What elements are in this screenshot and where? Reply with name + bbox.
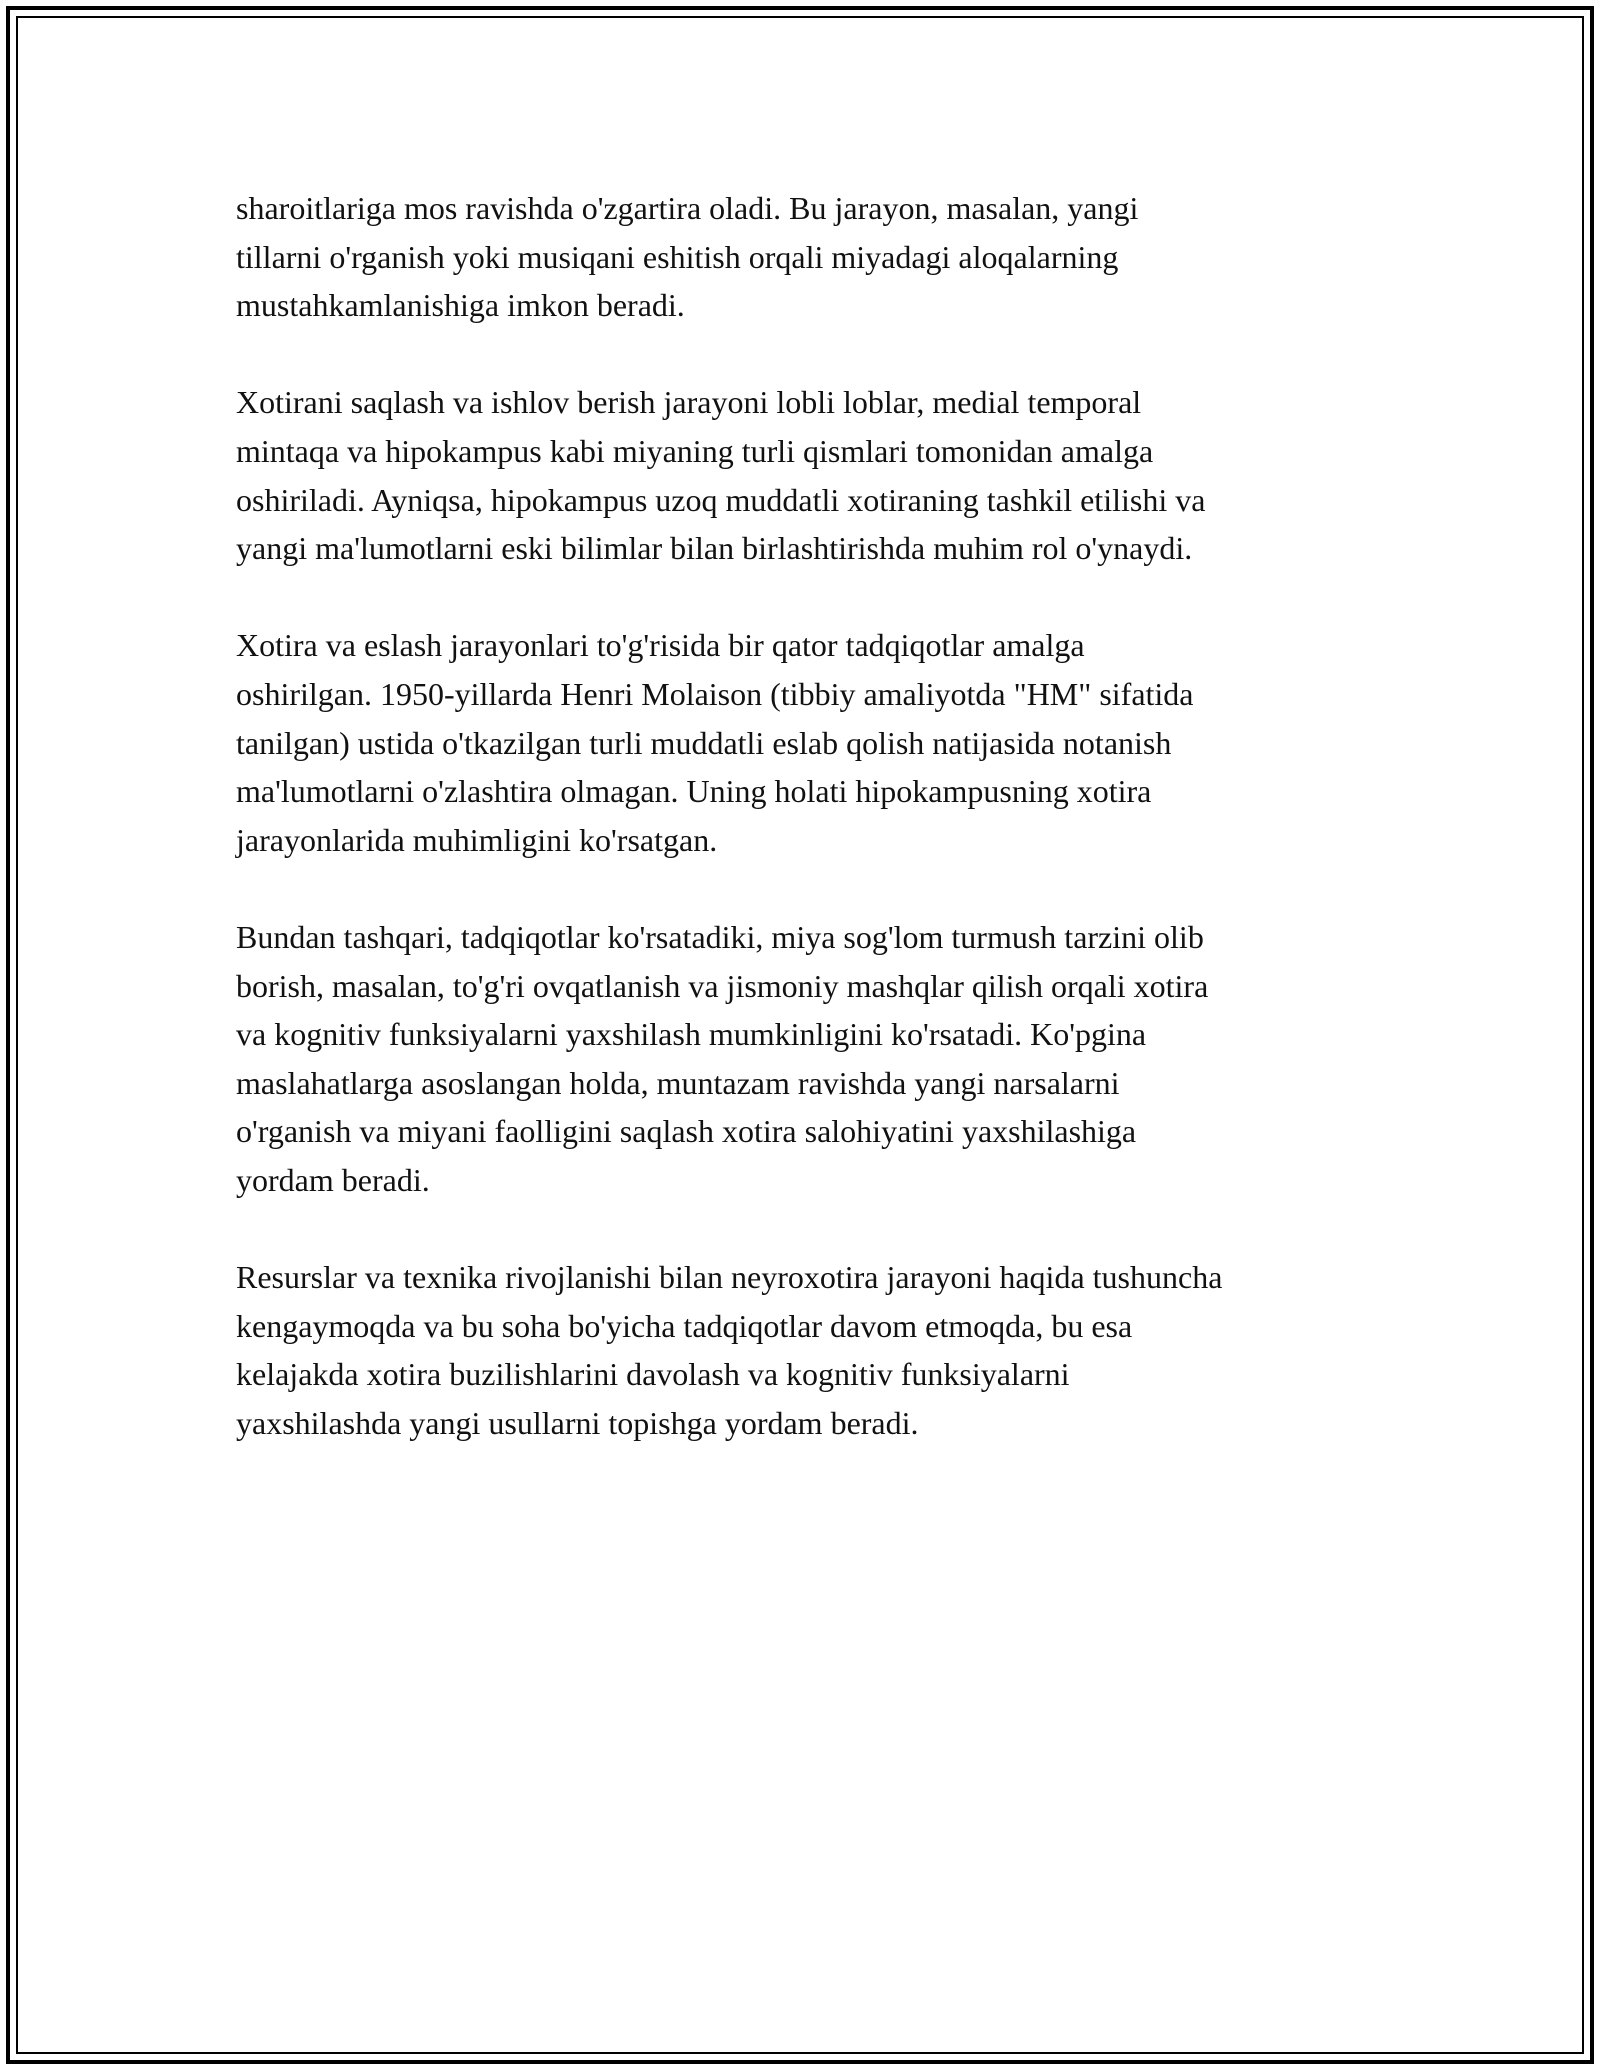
document-body bbox=[236, 184, 1386, 1496]
text-line: Bundan tashqari, tadqiqotlar ko'rsatadiki, miya sog'lom turmush tarzini olib bbox=[236, 918, 1204, 955]
text-line: borish, masalan, to'g'ri ovqatlanish va jismoniy mashqlar qilish orqali xotira bbox=[236, 967, 1209, 1004]
paragraph-2 bbox=[236, 378, 1386, 572]
text-line: ma'lumotlarni o'zlashtira olmagan. Uning holati hipokampusning xotira bbox=[236, 773, 1152, 810]
text-line: o'rganish va miyani faolligini saqlash xotira salohiyatini yaxshilashiga bbox=[236, 1113, 1137, 1150]
paragraph-3 bbox=[236, 621, 1386, 864]
paragraph-5 bbox=[236, 1253, 1386, 1447]
text-line: oshiriladi. Ayniqsa, hipokampus uzoq muddatli xotiraning tashkil etilishi va bbox=[236, 481, 1206, 518]
text-line: tanilgan) ustida o'tkazilgan turli muddatli eslab qolish natijasida notanish bbox=[236, 724, 1172, 761]
text-line: mintaqa va hipokampus kabi miyaning turli qismlari tomonidan amalga bbox=[236, 432, 1154, 469]
text-line: yaxshilashda yangi usullarni topishga yordam beradi. bbox=[236, 1404, 919, 1441]
text-line: mustahkamlanishiga imkon beradi. bbox=[236, 287, 685, 324]
text-line: jarayonlarida muhimligini ko'rsatgan. bbox=[236, 821, 718, 858]
text-line: oshirilgan. 1950-yillarda Henri Molaison (tibbiy amaliyotda "HM" sifatida bbox=[236, 675, 1194, 712]
text-line: va kognitiv funksiyalarni yaxshilash mumkinligini ko'rsatadi. Ko'pgina bbox=[236, 1016, 1147, 1053]
text-line: yangi ma'lumotlarni eski bilimlar bilan birlashtirishda muhim rol o'ynaydi. bbox=[236, 530, 1193, 567]
text-line: Xotira va eslash jarayonlari to'g'risida bir qator tadqiqotlar amalga bbox=[236, 627, 1085, 664]
text-line: Xotirani saqlash va ishlov berish jarayoni lobli loblar, medial temporal bbox=[236, 384, 1142, 421]
text-line: yordam beradi. bbox=[236, 1161, 430, 1198]
paragraph-4 bbox=[236, 913, 1386, 1205]
text-line: Resurslar va texnika rivojlanishi bilan neyroxotira jarayoni haqida tushuncha bbox=[236, 1259, 1223, 1296]
paragraph-1 bbox=[236, 184, 1386, 330]
text-line: kelajakda xotira buzilishlarini davolash va kognitiv funksiyalarni bbox=[236, 1356, 1070, 1393]
text-line: maslahatlarga asoslangan holda, muntazam ravishda yangi narsalarni bbox=[236, 1064, 1120, 1101]
text-line: sharoitlariga mos ravishda o'zgartira oladi. Bu jarayon, masalan, yangi bbox=[236, 190, 1139, 226]
text-line: tillarni o'rganish yoki musiqani eshitish orqali miyadagi aloqalarning bbox=[236, 238, 1119, 275]
text-line: kengaymoqda va bu soha bo'yicha tadqiqotlar davom etmoqda, bu esa bbox=[236, 1307, 1133, 1344]
